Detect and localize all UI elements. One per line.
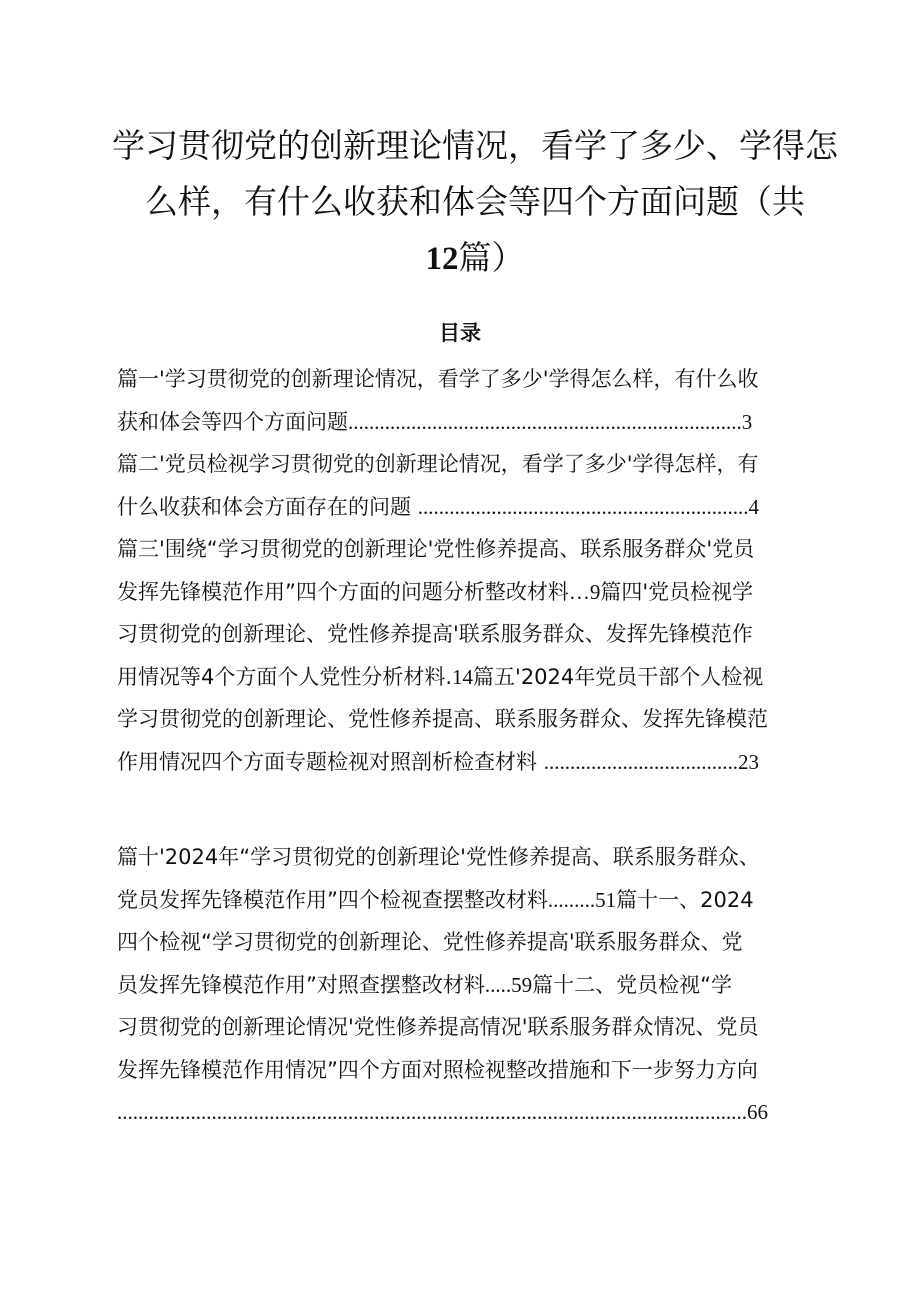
title-line-3: 篇） [458,238,525,277]
toc-leader-dots: ..... [484,972,512,997]
toc-entry-5-text: 篇五'2024年党员干部个人检视 [473,664,764,689]
toc-entry-3-text: 发挥先锋模范作用”四个方面的问题分析整改材料 [117,579,569,604]
toc-entry-11-line-3[interactable] [117,964,822,1007]
toc-entry-4-line-3[interactable] [117,656,822,699]
toc-entry-3-line-1[interactable]: 篇三'围绕“学习贯彻党的创新理论'党性修养提高、联系服务群众'党员 [117,537,755,561]
toc-entry-1-line-1[interactable]: 篇一'学习贯彻党的创新理论情况，看学了多少'学得怎么样，有什么收 [117,367,759,391]
toc-page-number: 14 [452,664,474,689]
toc-entry-10-line-2[interactable] [117,879,822,922]
toc-entry-11-line-2[interactable]: 四个检视“学习贯彻党的创新理论、党性修养提高'联系服务群众、党 [117,930,743,954]
toc-page-number: 66 [747,1100,768,1124]
toc-page-number: 3 [741,409,753,434]
toc-page-number: 23 [737,749,759,774]
toc-page-number: 4 [748,494,759,519]
toc-entry-3-line-2[interactable] [117,571,822,614]
title-line-1: 学习贯彻党的创新理论情况，看学了多少、学得怎 [112,126,838,165]
toc-entry-2-line-1[interactable]: 篇二'党员检视学习贯彻党的创新理论情况，看学了多少'学得怎样，有 [117,452,759,476]
toc-entry-2-line-2[interactable] [117,486,822,529]
toc-entry-12-text: 篇十二、党员检视“学 [532,972,733,997]
table-of-contents-part-2 [117,836,822,1134]
toc-leader-dots: … [568,579,590,604]
toc-entry-5-line-3[interactable] [117,741,822,784]
toc-entry-12-line-4[interactable] [117,1091,822,1134]
toc-entry-11-text: 篇十一、2024 [616,887,754,912]
toc-entry-11-text-end: 员发挥先锋模范作用”对照查摆整改材料 [117,972,485,997]
toc-leader-dots: ......... [547,887,596,912]
toc-entry-10-text: 党员发挥先锋模范作用”四个检视查摆整改材料 [117,887,548,912]
toc-entry-1-line-2[interactable] [117,401,822,444]
toc-leader-dots: ........................................................................................................................ [117,1100,747,1124]
toc-entry-12-line-2[interactable]: 习贯彻党的创新理论情况'党性修养提高情况'联系服务群众情况、党员 [117,1015,759,1039]
toc-page-number: 9 [589,579,601,604]
toc-entry-12-line-3[interactable]: 发挥先锋模范作用情况”四个方面对照检视整改措施和下一步努力方向 [117,1057,758,1082]
toc-heading: 目录 [439,321,481,345]
toc-leader-dots: ..................................... [543,749,738,774]
toc-entry-5-line-2[interactable]: 学习贯彻党的创新理论、党性修养提高、联系服务群众、发挥先锋模范 [117,707,768,731]
toc-entry-4-text-end: 用情况等4个方面个人党性分析材料. [117,664,453,689]
toc-entry-4-text: 篇四'党员检视学 [600,579,754,604]
toc-leader-dots: ............................................................... [417,494,749,519]
title-count: 12 [425,241,459,277]
toc-entry-10-line-1[interactable]: 篇十'2024年“学习贯彻党的创新理论'党性修养提高、联系服务群众、 [117,845,760,869]
toc-entry-2-text: 什么收获和体会方面存在的问题 [117,494,411,519]
document-title [110,118,840,287]
toc-leader-dots: ........................................................................... [348,409,742,434]
table-of-contents-part-1 [117,358,822,783]
toc-entry-5-text-end: 作用情况四个方面专题检视对照剖析检查材料 [117,749,537,774]
toc-entry-1-text: 获和体会等四个方面问题 [117,409,348,434]
toc-page-number: 59 [511,972,533,997]
toc-entry-4-line-2[interactable]: 习贯彻党的创新理论、党性修养提高'联系服务群众、发挥先锋模范作 [117,622,753,646]
title-line-2: 么样，有什么收获和体会等四个方面问题（共 [145,182,805,221]
toc-page-number: 51 [595,887,617,912]
